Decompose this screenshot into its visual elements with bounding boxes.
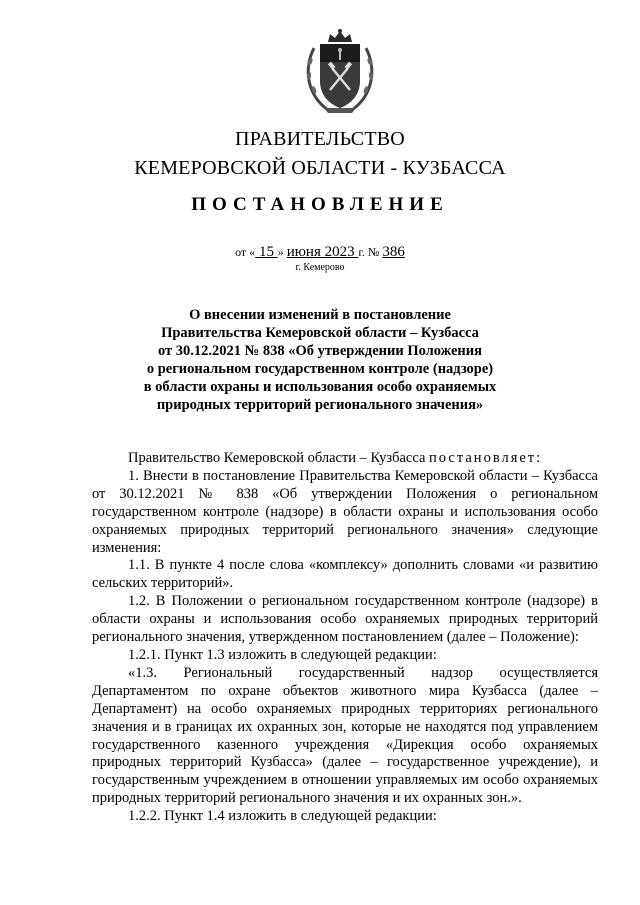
kemerovo-coat-of-arms-icon [300,28,380,114]
body-paragraph: 1.2.1. Пункт 1.3 изложить в следующей редакции: [128,646,437,663]
date-year-suffix: г. № [358,245,383,259]
subject-line: от 30.12.2021 № 838 «Об утверждении Положения [157,343,482,359]
intro-text: Правительство Кемеровской области – Кузбасса [128,450,430,466]
date-day: 15 [255,244,278,260]
date-number-line [0,244,640,261]
intro-decree-word: постановляет: [429,450,543,466]
document-body [92,450,598,826]
body-paragraph-intro [92,450,598,468]
city-label: г. Кемерово [295,262,345,273]
subject-line: Правительства Кемеровской области – Кузбасса [161,325,479,341]
document-type-title: ПОСТАНОВЛЕНИЕ [191,194,449,215]
government-title-line2: КЕМЕРОВСКОЙ ОБЛАСТИ - КУЗБАССА [134,157,506,179]
body-paragraph: 1.2. В Положении о региональном государственном контроле (надзоре) в области охраны и использования особо охраняемых природных территорий регионального значения, утвержденном постановлением (далее – Положение): [92,593,598,646]
government-title-line1: ПРАВИТЕЛЬСТВО [235,128,405,150]
subject-line: о региональном государственном контроле (надзоре) [146,361,494,377]
document-subject [100,306,540,414]
subject-line: О внесении изменений в постановление [189,307,451,323]
date-prefix: от « [235,245,256,259]
body-paragraph: 1.1. В пункте 4 после слова «комплексу» дополнить словами «и развитию сельских территорий». [92,557,598,592]
body-paragraph: 1.2.2. Пункт 1.4 изложить в следующей редакции: [128,808,437,825]
subject-line: в области охраны и использования особо охраняемых [143,379,497,395]
document-number: 386 [382,244,405,260]
body-paragraph: 1. Внести в постановление Правительства Кемеровской области – Кузбасса от 30.12.2021 № 838 «Об утверждении Положения о региональном государственном контроле (надзоре) в области охраны и использования особо охраняемых природных территорий регионального значения» следующие изменения: [92,467,598,556]
date-month-year: июня 2023 [286,244,359,260]
date-sep: » [277,245,287,259]
subject-line: природных территорий регионального значения» [156,397,484,413]
body-paragraph: «1.3. Региональный государственный надзор осуществляется Департаментом по охране объектов животного мира Кузбасса (далее – Департамент) на особо охраняемых природных территориях регионального значения и в границах их охранных зон, которые не находятся под управлением государственного казенного учреждения «Дирекция особо охраняемых природных территорий Кузбасса» (далее – государственное учреждение), и государственным учреждением в отношении управляемых им особо охраняемых природных территорий регионального значения и их охранных зон.». [92,664,598,807]
